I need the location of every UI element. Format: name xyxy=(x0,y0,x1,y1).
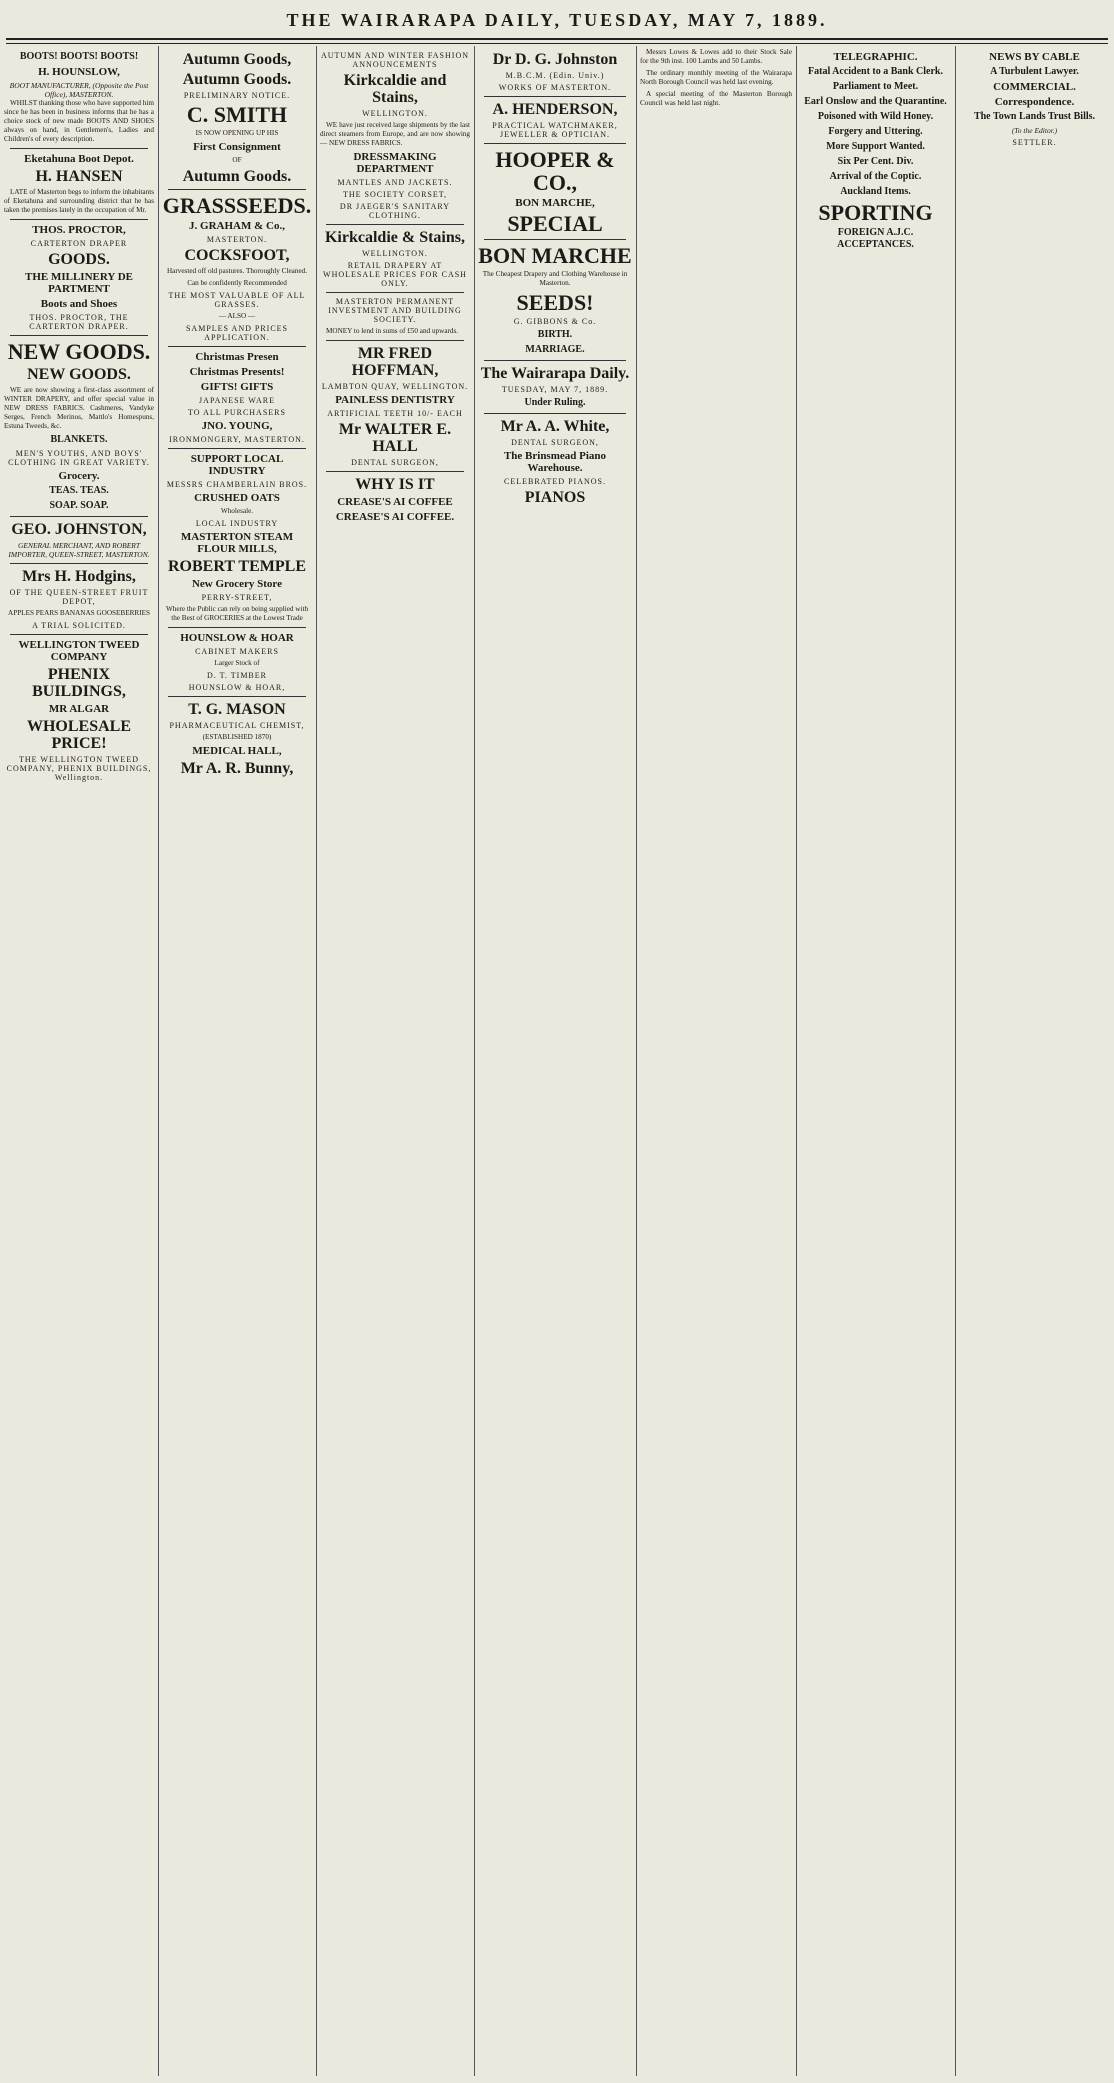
divider xyxy=(326,471,464,472)
special: SPECIAL xyxy=(507,211,603,236)
cheapest: The Cheapest Drapery and Clothing Warehouse in Masterton. xyxy=(482,270,628,287)
news-item-3: A special meeting of the Masterton Borough Council was held last night. xyxy=(640,90,792,107)
arrival-coptic: Arrival of the Coptic. xyxy=(829,171,922,182)
divider xyxy=(484,96,626,97)
proctor-goods: GOODS. xyxy=(48,251,110,268)
perry-body: Where the Public can rely on being supplied with the Best of GROCERIES at the Lowest Trade xyxy=(165,605,309,622)
column-4 xyxy=(478,48,632,2076)
perry-street: PERRY-STREET, xyxy=(201,593,273,602)
divider xyxy=(10,563,148,564)
can-recommend: Can be confidently Recommended xyxy=(187,279,287,287)
sanitary: DR JAEGER'S SANITARY CLOTHING. xyxy=(339,202,451,220)
eketahuna-title: Eketahuna Boot Depot. xyxy=(24,153,134,165)
also-label: — ALSO — xyxy=(218,312,256,320)
fatal-accident: Fatal Accident to a Bank Clerk. xyxy=(808,66,943,77)
pianos: PIANOS xyxy=(524,489,586,506)
divider xyxy=(326,292,464,293)
johnston-sub: M.B.C.M. (Edin. Univ.) xyxy=(505,71,605,80)
dr-johnston: Dr D. G. Johnston xyxy=(492,51,618,68)
bon-marche-2: BON MARCHE xyxy=(478,243,632,268)
column-divider xyxy=(796,46,797,2076)
hooper-co: HOOPER & CO., xyxy=(495,147,615,195)
grass-seeds: GRASSSEEDS. xyxy=(162,193,312,218)
divider xyxy=(484,360,626,361)
divider xyxy=(10,516,148,517)
soap: SOAP. SOAP. xyxy=(49,500,109,511)
timber: D. T. TIMBER xyxy=(206,671,267,680)
seeds: SEEDS! xyxy=(516,290,594,315)
cabinet-makers: CABINET MAKERS xyxy=(195,647,279,656)
fruit-list: APPLES PEARS BANANAS GOOSEBERRIES xyxy=(8,609,150,617)
boots-shoes: Boots and Shoes xyxy=(40,298,118,310)
graham: J. GRAHAM & Co., xyxy=(189,220,285,232)
local-industry: LOCAL INDUSTRY xyxy=(195,519,279,528)
divider xyxy=(484,239,626,240)
hounslow-sub: BOOT MANUFACTURER, (Opposite the Post Office), MASTERTON. xyxy=(9,81,149,99)
telegraphic: TELEGRAPHIC. xyxy=(833,51,918,63)
works: WORKS OF MASTERTON. xyxy=(498,83,612,92)
christmas-title: Christmas Presen xyxy=(195,351,279,363)
henderson-sub: PRACTICAL WATCHMAKER, JEWELLER & OPTICIAN. xyxy=(492,121,618,139)
tweed-title: WELLINGTON TWEED COMPANY xyxy=(18,639,140,663)
more-support: More Support Wanted. xyxy=(826,141,925,152)
masthead-title: THE WAIRARAPA DAILY, TUESDAY, MAY 7, 1889. xyxy=(286,10,828,30)
news-by-cable: NEWS BY CABLE xyxy=(989,51,1080,63)
column-3 xyxy=(320,48,470,2076)
christmas-title-2: Christmas Presents! xyxy=(189,366,285,378)
commercial: COMMERCIAL. xyxy=(993,81,1076,93)
phoenix-buildings: PHENIX BUILDINGS, xyxy=(32,666,126,700)
divider xyxy=(10,634,148,635)
chamberlain-bros: MESSRS CHAMBERLAIN BROS. xyxy=(166,480,308,489)
fruit-depot: OF THE QUEEN-STREET FRUIT DEPOT, xyxy=(9,588,149,606)
mrs-hodgins: Mrs H. Hodgins, xyxy=(22,568,136,585)
painless-dentistry: PAINLESS DENTISTRY xyxy=(335,394,455,406)
cocksfoot-body: Harvested off old pastures. Thoroughly Cleaned. xyxy=(166,267,308,275)
poisoned: Poisoned with Wild Honey. xyxy=(817,111,934,122)
geo-johnston: GEO. JOHNSTON, xyxy=(11,521,147,538)
young-sub: IRONMONGERY, MASTERTON. xyxy=(169,435,305,444)
new-goods-2: NEW GOODS. xyxy=(27,366,131,383)
hansen-body: LATE of Masterton begs to inform the inhabitants of Eketahuna and surrounding district that he has taken the premises lately in the occupation of Mr. xyxy=(4,188,154,214)
society-corset: THE SOCIETY CORSET, xyxy=(342,190,448,199)
gifts: GIFTS! GIFTS xyxy=(200,381,274,393)
kirk2-loc: WELLINGTON. xyxy=(362,249,428,258)
brinsmead: The Brinsmead Piano Warehouse. xyxy=(503,450,607,474)
divider xyxy=(168,627,306,628)
column-divider xyxy=(316,46,317,2076)
hounslow-name: H. HOUNSLOW, xyxy=(38,66,120,78)
artificial-teeth: ARTIFICIAL TEETH 10/- EACH xyxy=(327,409,463,418)
masthead-rule xyxy=(6,38,1108,44)
support-local-industry: SUPPORT LOCAL INDUSTRY xyxy=(190,453,284,477)
column-6 xyxy=(800,48,951,2076)
preliminary-notice: PRELIMINARY NOTICE. xyxy=(183,91,291,100)
divider xyxy=(484,413,626,414)
samples-prices: SAMPLES AND PRICES APPLICATION. xyxy=(185,324,289,342)
dressmaking: DRESSMAKING DEPARTMENT xyxy=(353,151,437,175)
divider xyxy=(326,340,464,341)
graham-loc: MASTERTON. xyxy=(206,235,268,244)
daily-date: TUESDAY, MAY 7, 1889. xyxy=(501,385,609,394)
fred-sub: LAMBTON QUAY, WELLINGTON. xyxy=(321,382,469,391)
grocery: Grocery. xyxy=(58,470,100,482)
daily-title: The Wairarapa Daily. xyxy=(480,365,630,382)
why-is-it: WHY IS IT xyxy=(355,476,435,493)
white: Mr A. A. White, xyxy=(500,418,610,435)
cocksfoot: COCKSFOOT, xyxy=(184,247,290,264)
new-goods: NEW GOODS. xyxy=(7,339,151,364)
jno-young: JNO. YOUNG, xyxy=(201,420,273,432)
divider xyxy=(484,143,626,144)
new-grocery: New Grocery Store xyxy=(191,578,282,590)
autumn-winter: AUTUMN AND WINTER FASHION ANNOUNCEMENTS xyxy=(320,51,470,69)
established: (ESTABLISHED 1870) xyxy=(202,733,272,741)
foreign-acceptances: FOREIGN A.J.C. ACCEPTANCES. xyxy=(837,227,914,250)
column-divider xyxy=(636,46,637,2076)
divider xyxy=(326,224,464,225)
masterton-mills: MASTERTON STEAM FLOUR MILLS, xyxy=(180,531,294,555)
smith-body: IS NOW OPENING UP HIS xyxy=(195,129,279,137)
divider xyxy=(10,148,148,149)
first-consignment: First Consignment xyxy=(193,141,281,153)
kirkcaldie: Kirkcaldie and Stains, xyxy=(343,72,447,106)
henderson: A. HENDERSON, xyxy=(492,101,618,118)
hounslow-body: WHILST thanking those who have supported him since he has been in business informs that he has a choice stock of new made BOOTS AND SHOES always on hand, in Gentlemen's, Ladies and Children's of every description. xyxy=(4,99,154,143)
wholesale-list: Wholesale. xyxy=(220,507,254,515)
town-lands: The Town Lands Trust Bills. xyxy=(973,111,1096,122)
divider xyxy=(168,189,306,190)
larger-stock: Larger Stock of xyxy=(214,659,260,667)
retail: RETAIL DRAPERY AT WHOLESALE PRICES FOR CASH ONLY. xyxy=(323,261,467,288)
autumn-goods-1: Autumn Goods, xyxy=(182,51,292,68)
sporting: SPORTING xyxy=(818,200,933,225)
wholesale-price: WHOLESALE PRICE! xyxy=(26,718,132,752)
correspondence: Correspondence. xyxy=(994,96,1075,108)
most-valuable: THE MOST VALUABLE OF ALL GRASSES. xyxy=(168,291,306,309)
column-1 xyxy=(4,48,154,2076)
tweed-sign: THE WELLINGTON TWEED COMPANY, PHENIX BUILDINGS, Wellington. xyxy=(6,755,152,782)
japanese-ware: JAPANESE WARE xyxy=(199,396,275,405)
column-2 xyxy=(162,48,312,2076)
proctor-sub: CARTERTON DRAPER xyxy=(30,239,128,248)
medical-hall: MEDICAL HALL, xyxy=(192,745,282,757)
dental-surgeon: DENTAL SURGEON, xyxy=(351,458,439,467)
creases-coffee: CREASE'S AI COFFEE xyxy=(337,496,453,508)
news-item-2: The ordinary monthly meeting of the Wairarapa North Borough Council was held last evening. xyxy=(640,69,792,86)
column-divider xyxy=(955,46,956,2076)
column-divider xyxy=(474,46,475,2076)
creases-coffee-2: CREASE'S AI COFFEE. xyxy=(335,511,455,523)
boots-header: BOOTS! BOOTS! BOOTS! xyxy=(19,51,139,62)
mr-bunny: Mr A. R. Bunny, xyxy=(180,760,294,777)
hansen-name: H. HANSEN xyxy=(35,168,123,185)
auckland-items: Auckland Items. xyxy=(840,186,911,197)
pharma-chemist: PHARMACEUTICAL CHEMIST, xyxy=(169,721,305,730)
marriage: MARRIAGE. xyxy=(525,344,585,355)
proctor-sign: THOS. PROCTOR, THE CARTERTON DRAPER. xyxy=(29,313,129,331)
money-lend: MONEY to lend in sums of £50 and upwards. xyxy=(326,327,459,335)
crushed-oats: CRUSHED OATS xyxy=(194,492,280,504)
autumn-goods-2: Autumn Goods. xyxy=(182,71,292,88)
news-item-1: Messrs Lowes & Lowes add to their Stock Sale for the 9th inst. 100 Lambs and 50 Lambs. xyxy=(640,48,792,65)
geo-sub: GENERAL MERCHANT, AND ROBERT IMPORTER, QUEEN-STREET, MASTERTON. xyxy=(8,541,150,559)
birth: BIRTH. xyxy=(537,329,573,340)
column-7 xyxy=(959,48,1110,2076)
parliament: Parliament to Meet. xyxy=(832,81,919,92)
trial-solicited: A TRIAL SOLICITED. xyxy=(32,621,126,630)
blankets: BLANKETS. xyxy=(50,434,108,445)
robert-temple: ROBERT TEMPLE xyxy=(168,558,306,575)
earl-onslow: Earl Onslow and the Quarantine. xyxy=(804,96,947,107)
c-smith: C. SMITH xyxy=(186,102,288,127)
mantles: MANTLES AND JACKETS. xyxy=(337,178,453,187)
fred-hoffman: MR FRED HOFFMAN, xyxy=(351,345,439,379)
divider xyxy=(168,448,306,449)
new-goods-body: WE are now showing a first-class assortment of WINTER DRAPERY, and offer special value in NEW DRESS FABRICS. Cashmeres, Vandyke Serges, French Merinos, Mattlo's Homespuns, Estuna Tweeds, &c. xyxy=(4,386,154,430)
hounslow-hoar: HOUNSLOW & HOAR xyxy=(180,632,294,644)
masterton-permanent: MASTERTON PERMANENT INVESTMENT AND BUILDING SOCIETY. xyxy=(328,297,462,324)
to-purchasers: TO ALL PURCHASERS xyxy=(188,408,286,417)
six-per-cent: Six Per Cent. Div. xyxy=(837,156,914,167)
kirk-wellington: WELLINGTON. xyxy=(362,109,428,118)
divider xyxy=(168,346,306,347)
kirkcaldie-2: Kirkcaldie & Stains, xyxy=(324,229,465,246)
divider xyxy=(10,335,148,336)
forgery: Forgery and Uttering. xyxy=(828,126,923,137)
tg-mason: T. G. MASON xyxy=(188,701,286,718)
kirk-body: WE have just received large shipments by the last direct steamers from Europe, and are now showing — NEW DRESS FABRICS. xyxy=(320,121,470,147)
hoar-sign: HOUNSLOW & HOAR, xyxy=(188,683,286,692)
settler: SETTLER. xyxy=(1012,138,1057,147)
to-the-editor: (To the Editor.) xyxy=(1011,126,1058,135)
divider xyxy=(10,219,148,220)
mens-youths: MEN'S YOUTHS, AND BOYS' CLOTHING IN GREAT VARIETY. xyxy=(8,449,150,467)
turbulent-lawyer: A Turbulent Lawyer. xyxy=(990,66,1079,77)
under-ruling: Under Ruling. xyxy=(524,397,586,408)
divider xyxy=(168,696,306,697)
proctor-title: THOS. PROCTOR, xyxy=(32,224,126,236)
millinery: THE MILLINERY DE PARTMENT xyxy=(24,271,133,295)
celebrated: CELEBRATED PIANOS. xyxy=(503,477,606,486)
bon-marche: BON MARCHE, xyxy=(515,197,595,209)
walter-hall: Mr WALTER E. HALL xyxy=(338,421,452,455)
autumn-goods-3: Autumn Goods. xyxy=(182,168,292,185)
mr-algar: MR ALGAR xyxy=(48,703,110,715)
column-5 xyxy=(640,48,792,2076)
of-label: OF xyxy=(232,156,242,164)
teas: TEAS. TEAS. xyxy=(49,485,109,496)
gibbons: G. GIBBONS & Co. xyxy=(513,317,597,326)
column-divider xyxy=(158,46,159,2076)
white-sub: DENTAL SURGEON, xyxy=(511,438,599,447)
